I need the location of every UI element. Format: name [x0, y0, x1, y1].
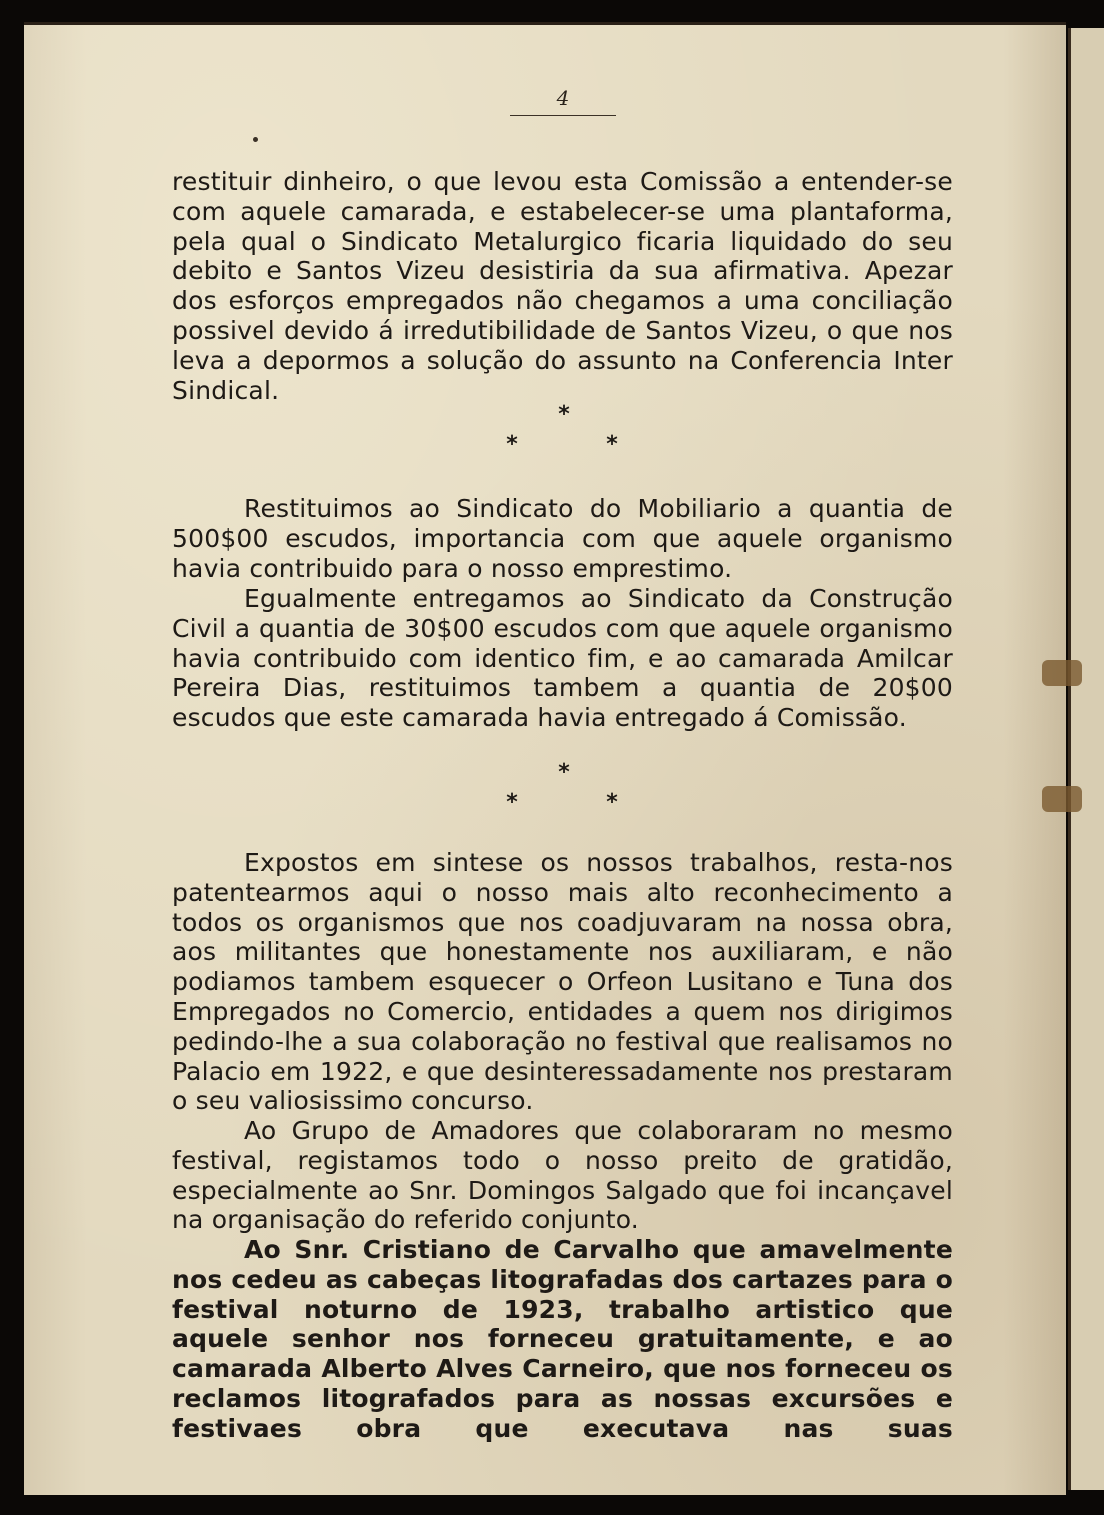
page-number-rule	[510, 115, 616, 116]
paragraph-4: Expostos em sintese os nossos trabalhos, resta-nos patentearmos aqui o nosso mais alto reconhecimento a todos os organismos que nos coadjuvaram na nossa obra, aos militantes que honestamente nos auxiliaram, e não podiamos tambem esquecer o Orfeon Lusitano e Tuna dos Empregados no Comercio, entidades a quem nos dirigimos pedindo-lhe a sua colaboração no festival que realisamos no Palacio em 1922, e que desinteressadamente nos prestaram o seu valiosissimo concurso.	[172, 848, 953, 1116]
ink-dot	[253, 137, 258, 142]
page-number: 4	[556, 86, 570, 110]
binding-tape	[1042, 660, 1082, 686]
separator-asterisk: *	[506, 790, 518, 815]
separator-asterisk: *	[606, 432, 618, 457]
paragraph-3: Egualmente entregamos ao Sindicato da Construção Civil a quantia de 30$00 escudos com que aquele organismo havia contribuido com identico fim, e ao camarada Amilcar Pereira Dias, restituimos tambem a quantia de 20$00 escudos que este camarada havia entregado á Comissão.	[172, 584, 953, 733]
separator-asterisk: *	[606, 790, 618, 815]
separator-asterisk: *	[558, 402, 570, 427]
paragraph-6: Ao Snr. Cristiano de Carvalho que amavelmente nos cedeu as cabeças litografadas dos cartazes para o festival noturno de 1923, trabalho artistico que aquele senhor nos forneceu gratuitamente, e ao camarada Alberto Alves Carneiro, que nos forneceu os reclamos litografados para as nossas excursões e festivaes obra que executava nas suas	[172, 1235, 953, 1443]
binding-tape	[1042, 786, 1082, 812]
paragraph-2: Restituimos ao Sindicato do Mobiliario a quantia de 500$00 escudos, importancia com que aquele organismo havia contribuido para o nosso emprestimo.	[172, 494, 953, 583]
separator-asterisk: *	[558, 760, 570, 785]
paragraph-5: Ao Grupo de Amadores que colaboraram no mesmo festival, registamos todo o nosso preito de gratidão, especialmente ao Snr. Domingos Salgado que foi incançavel na organisação do referido conjunto.	[172, 1116, 953, 1235]
facing-page-edge	[1068, 28, 1104, 1490]
separator-asterisk: *	[506, 432, 518, 457]
paragraph-1: restituir dinheiro, o que levou esta Comissão a entender-se com aquele camarada, e estabelecer-se uma plantaforma, pela qual o Sindicato Metalurgico ficaria liquidado do seu debito e Santos Vizeu desistiria da sua afirmativa. Apezar dos esforços empregados não chegamos a uma conciliação possivel devido á irredutibilidade de Santos Vizeu, o que nos leva a depormos a solução do assunto na Conferencia Inter Sindical.	[172, 167, 953, 405]
